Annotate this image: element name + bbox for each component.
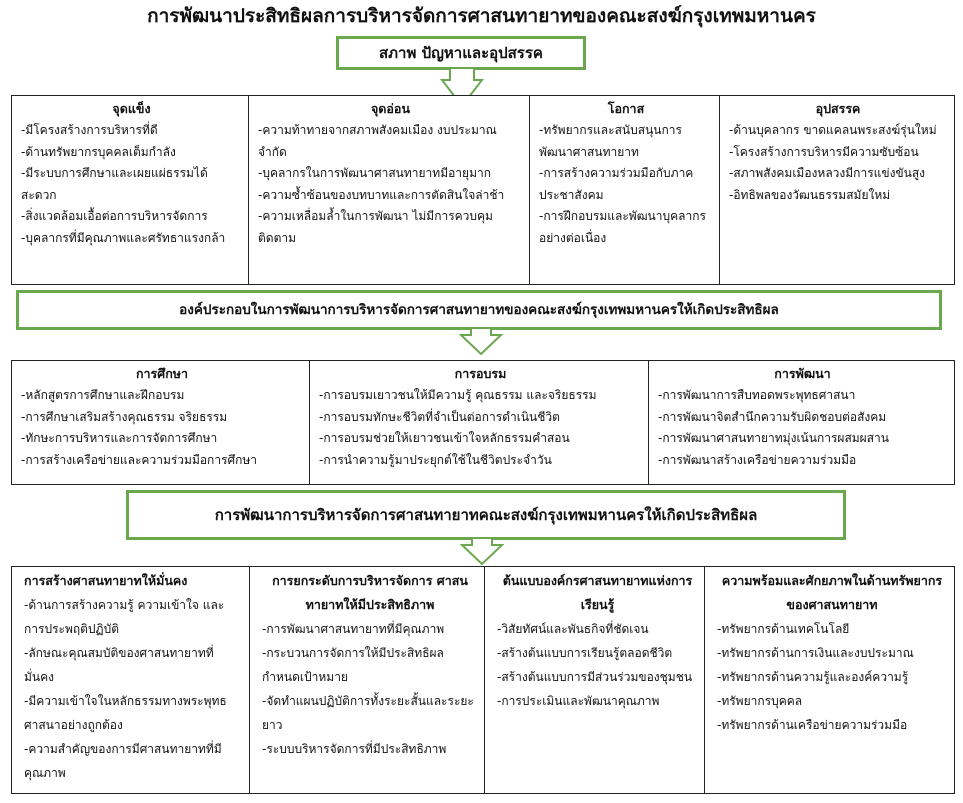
list-item: -ความสำคัญของการมีศาสนทายาทที่มีคุณภาพ bbox=[24, 742, 222, 780]
list-item: -การประเมินและพัฒนาคุณภาพ bbox=[497, 694, 660, 708]
list-item: -การศึกษาเสริมสร้างคุณธรรม จริยธรรม bbox=[21, 409, 228, 424]
components-column-development bbox=[649, 361, 953, 484]
list-item: -ลักษณะคุณสมบัติของศาสนทายาทที่มั่นคง bbox=[24, 646, 214, 684]
list-item: -จัดทำแผนปฏิบัติการทั้งระยะสั้นและระยะยาว bbox=[262, 694, 474, 732]
column-header: จุดแข็ง bbox=[112, 101, 151, 116]
list-item: -ทรัพยากรและสนับสนุนการพัฒนาศาสนทายาท bbox=[539, 123, 682, 159]
column-header: การอบรม bbox=[454, 366, 507, 381]
list-item: -ความซ้ำซ้อนของบทบาทและการตัดสินใจล่าช้า bbox=[258, 187, 505, 202]
list-item: -การอบรมช่วยให้เยาวชนเข้าใจหลักธรรมคำสอน bbox=[319, 431, 570, 445]
column-header: จุดอ่อน bbox=[370, 101, 410, 116]
list-item: -การฝึกอบรมและพัฒนาบุคลากรอย่างต่อเนื่อง bbox=[539, 209, 706, 245]
components-column-education bbox=[12, 361, 310, 484]
development-column-stable-heirs bbox=[12, 567, 250, 793]
down-arrow-3 bbox=[460, 537, 504, 567]
list-item: -ทรัพยากรด้านเครือข่ายความร่วมมือ bbox=[717, 718, 908, 732]
conditions-box bbox=[336, 36, 586, 70]
components-column-training bbox=[310, 361, 649, 484]
list-item: -กระบวนการจัดการให้มีประสิทธิผลกำหนดเป้าหมาย bbox=[262, 646, 444, 684]
conditions-box-label: สภาพ ปัญหาและอุปสรรค bbox=[379, 44, 543, 62]
list-item: -หลักสูตรการศึกษาและฝึกอบรม bbox=[21, 388, 185, 402]
column-header: อุปสรรค bbox=[815, 101, 861, 116]
development-box-label: การพัฒนาการบริหารจัดการศาสนทายาทคณะสงฆ์กรุงเทพมหานครให้เกิดประสิทธิผล bbox=[214, 506, 758, 524]
list-item: -อิทธิพลของวัฒนธรรมสมัยใหม่ bbox=[729, 187, 891, 202]
list-item: -ทรัพยากรด้านเทคโนโลยี bbox=[717, 622, 850, 636]
development-table bbox=[11, 566, 955, 794]
list-item: -การอบรมทักษะชีวิตที่จำเป็นต่อการดำเนินชีวิต bbox=[319, 409, 560, 424]
column-header: การยกระดับการบริหารจัดการ ศาสนทายาทให้มีประสิทธิภาพ bbox=[272, 573, 468, 612]
list-item: -ด้านทรัพยากรบุคคลเต็มกำลัง bbox=[21, 144, 176, 159]
list-item: -การพัฒนาศาสนทายาทมุ่งเน้นการผสมผสาน bbox=[658, 431, 889, 445]
list-item: -วิสัยทัศน์และพันธกิจที่ชัดเจน bbox=[497, 622, 649, 636]
list-item: -การสร้างความร่วมมือกับภาคประชาสังคม bbox=[539, 166, 694, 202]
list-item: -บุคลากรที่มีคุณภาพและศรัทธาแรงกล้า bbox=[21, 230, 226, 245]
list-item: -การอบรมเยาวชนให้มีความรู้ คุณธรรม และจริยธรรม bbox=[319, 388, 597, 402]
swot-column-weaknesses bbox=[249, 96, 530, 284]
list-item: -ทรัพยากรบุคคล bbox=[717, 694, 803, 708]
list-item: -ความเหลื่อมล้ำในการพัฒนา ไม่มีการควบคุมติดตาม bbox=[258, 209, 493, 245]
list-item: -สิ่งแวดล้อมเอื้อต่อการบริหารจัดการ bbox=[21, 209, 208, 223]
list-item: -ด้านการสร้างความรู้ ความเข้าใจ และการประพฤติปฏิบัติ bbox=[24, 598, 225, 636]
column-header: ต้นแบบองค์กรศาสนทายาทแห่งการเรียนรู้ bbox=[502, 573, 693, 612]
swot-column-opportunities bbox=[530, 96, 720, 284]
list-item: -สภาพสังคมเมืองหลวงมีการแข่งขันสูง bbox=[729, 166, 926, 180]
list-item: -ทักษะการบริหารและการจัดการศึกษา bbox=[21, 431, 218, 445]
down-arrow-2 bbox=[459, 327, 503, 357]
list-item: -ทรัพยากรด้านการเงินและงบประมาณ bbox=[717, 646, 914, 660]
list-item: -โครงสร้างการบริหารมีความซับซ้อน bbox=[729, 144, 919, 159]
list-item: -บุคลากรในการพัฒนาศาสนทายาทมีอายุมาก bbox=[258, 166, 491, 180]
column-header: การสร้างศาสนทายาทให้มั่นคง bbox=[24, 573, 188, 588]
column-header: การพัฒนา bbox=[774, 366, 831, 381]
list-item: -การพัฒนาสร้างเครือข่ายความร่วมมือ bbox=[658, 452, 857, 467]
swot-column-threats bbox=[720, 96, 953, 284]
list-item: -สร้างต้นแบบการเรียนรู้ตลอดชีวิต bbox=[497, 646, 673, 660]
swot-table bbox=[11, 95, 955, 285]
column-header: โอกาส bbox=[607, 101, 645, 116]
components-table bbox=[11, 360, 955, 485]
list-item: -การนำความรู้มาประยุกต์ใช้ในชีวิตประจำวัน bbox=[319, 452, 552, 467]
list-item: -ด้านบุคลากร ขาดแคลนพระสงฆ์รุ่นใหม่ bbox=[729, 123, 937, 137]
development-box bbox=[126, 490, 846, 540]
list-item: -ระบบบริหารจัดการที่มีประสิทธิภาพ bbox=[262, 742, 447, 756]
list-item: -การพัฒนาจิตสำนึกความรับผิดชอบต่อสังคม bbox=[658, 409, 887, 424]
swot-column-strengths bbox=[12, 96, 249, 284]
development-column-resources bbox=[705, 567, 953, 793]
diagram-title: การพัฒนาประสิทธิผลการบริหารจัดการศาสนทายาทของคณะสงฆ์กรุงเทพมหานคร bbox=[147, 5, 816, 27]
list-item: -มีระบบการศึกษาและเผยแผ่ธรรมได้สะดวก bbox=[21, 166, 208, 202]
list-item: -มีความเข้าใจในหลักธรรมทางพระพุทธศาสนาอย่างถูกต้อง bbox=[24, 694, 227, 732]
development-column-management bbox=[250, 567, 485, 793]
column-header: ความพร้อมและศักยภาพในด้านทรัพยากรของศาสนทายาท bbox=[721, 573, 943, 612]
list-item: -การพัฒนาศาสนทายาทที่มีคุณภาพ bbox=[262, 622, 445, 636]
column-header: การศึกษา bbox=[135, 366, 189, 381]
development-column-learning-model bbox=[485, 567, 705, 793]
components-box bbox=[16, 290, 942, 330]
list-item: -การพัฒนาการสืบทอดพระพุทธศาสนา bbox=[658, 388, 856, 402]
list-item: -สร้างต้นแบบการมีส่วนร่วมของชุมชน bbox=[497, 670, 693, 684]
list-item: -มีโครงสร้างการบริหารที่ดี bbox=[21, 123, 158, 137]
list-item: -การสร้างเครือข่ายและความร่วมมือการศึกษา bbox=[21, 452, 258, 467]
components-box-label: องค์ประกอบในการพัฒนาการบริหารจัดการศาสนทายาทของคณะสงฆ์กรุงเทพมหานครให้เกิดประสิทธิผล bbox=[179, 302, 779, 318]
list-item: -ทรัพยากรด้านความรู้และองค์ความรู้ bbox=[717, 670, 909, 684]
list-item: -ความท้าทายจากสภาพสังคมเมือง งบประมาณจำกัด bbox=[258, 123, 497, 159]
